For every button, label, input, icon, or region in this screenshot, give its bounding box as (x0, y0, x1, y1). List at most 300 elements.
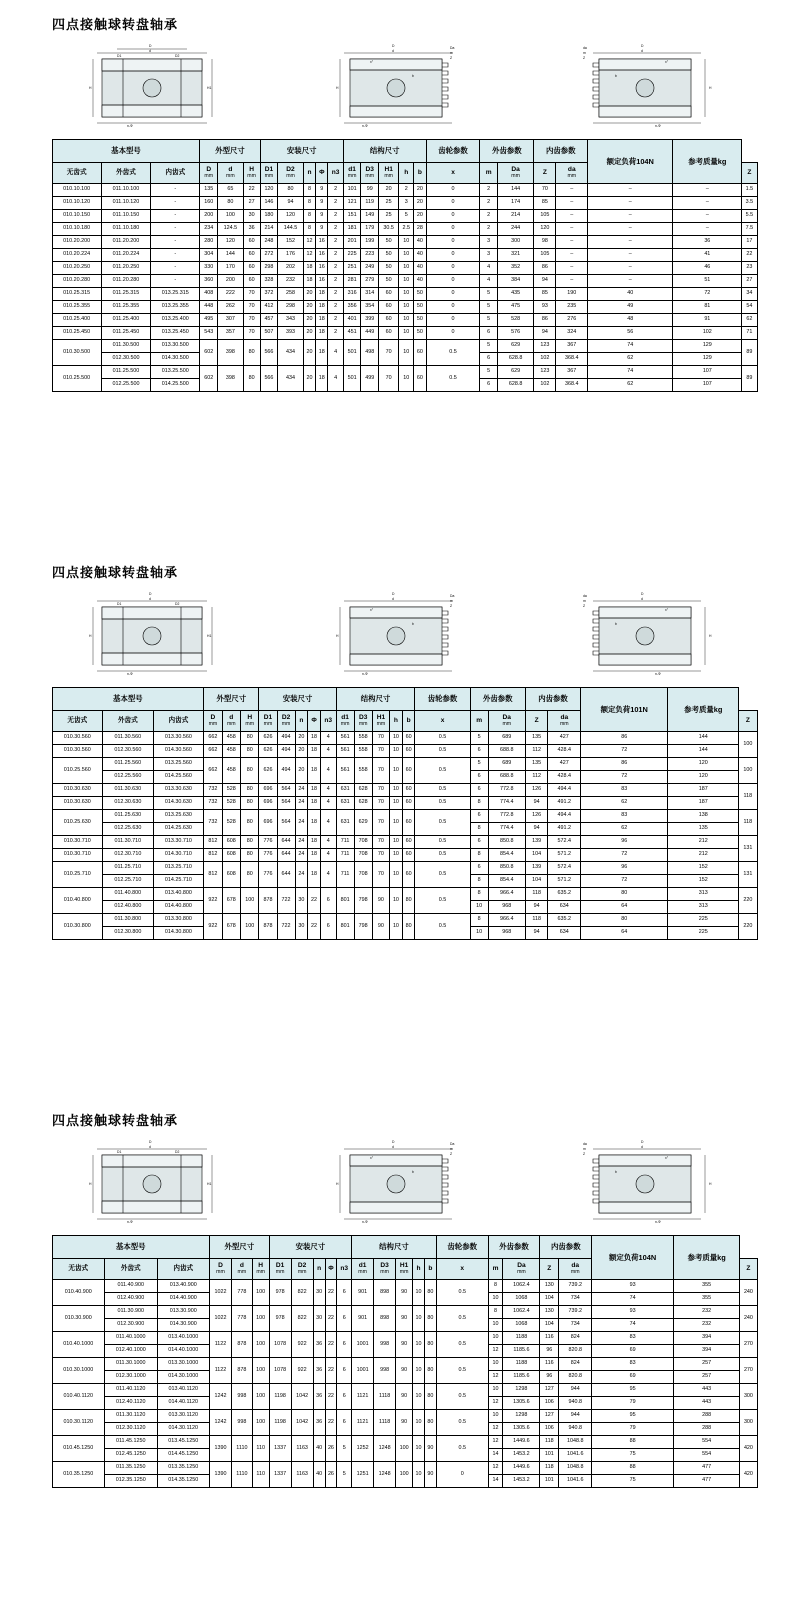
cell-D1: 626 (259, 758, 277, 784)
cell-d: 398 (218, 366, 244, 392)
cell-D3: 249 (361, 262, 379, 275)
cell-D3: 798 (354, 888, 372, 914)
svg-text:H: H (88, 634, 91, 638)
svg-text:m: m (582, 51, 586, 55)
cell-load: 355 (673, 1280, 739, 1293)
col-n: n (313, 1259, 325, 1280)
cell-model-external: 011.20.250 (101, 262, 150, 275)
svg-text:da: da (582, 1142, 587, 1146)
cell-d1: 1251 (352, 1462, 374, 1488)
cell-D: 160 (200, 197, 218, 210)
cell-m: 12 (488, 1397, 503, 1410)
cell-H: 60 (243, 249, 260, 262)
col-n3: n3 (328, 163, 343, 184)
cell-Da: 321 (497, 249, 534, 262)
cell-D3: 629 (354, 810, 372, 836)
cell-Z-int: 56 (588, 327, 673, 340)
svg-text:n-Φ: n-Φ (361, 124, 368, 128)
col-H1: H1 mm (396, 1259, 413, 1280)
cell-H1: 90 (396, 1410, 413, 1436)
cell-Z-int: – (588, 236, 673, 249)
cell-D2: 94 (278, 197, 304, 210)
cell-da: – (556, 275, 588, 288)
cell-b: 50 (414, 314, 426, 327)
cell-d: 124.5 (218, 223, 244, 236)
cell-b: 80 (424, 1332, 436, 1358)
cell-model-toothless: 010.40.1000 (52, 1332, 105, 1358)
cell-b: 40 (414, 236, 426, 249)
cell-D1: 776 (259, 862, 277, 888)
cell-x: 0.5 (426, 366, 480, 392)
cell-m: 6 (480, 379, 497, 392)
cell-D2: 232 (278, 275, 304, 288)
cell-d1: 901 (352, 1280, 374, 1306)
cell-x: 0.5 (415, 862, 470, 888)
cell-n: 24 (295, 784, 308, 797)
cell-phi: 26 (325, 1436, 337, 1462)
cell-Z-ext: 86 (534, 262, 556, 275)
cell-Z-int: 72 (581, 771, 668, 784)
col-D1: D1 mm (259, 711, 277, 732)
cell-d1: 501 (343, 366, 361, 392)
cell-b: 60 (402, 810, 415, 836)
cell-b: 60 (414, 340, 426, 366)
col-x: x (436, 1259, 488, 1280)
group-mount-dims: 安装尺寸 (260, 140, 343, 163)
table-head (52, 1236, 757, 1280)
cell-model-external: 011.30.560 (103, 732, 154, 745)
cell-Da: 1062.4 (503, 1280, 540, 1293)
cell-da: 572.4 (548, 836, 581, 849)
cell-D1: 776 (259, 849, 277, 862)
cell-D3: 708 (354, 849, 372, 862)
cell-n: 36 (313, 1332, 325, 1358)
cell-n3: 4 (320, 758, 336, 784)
cell-n: 36 (313, 1384, 325, 1410)
cell-Da: 1188 (503, 1358, 540, 1371)
cell-model-toothless: 010.35.1250 (52, 1462, 105, 1488)
col-D2: D2 mm (278, 163, 304, 184)
cell-da: 190 (556, 288, 588, 301)
cell-d: 357 (218, 327, 244, 340)
cell-mass: 220 (739, 914, 757, 940)
cell-b: 80 (424, 1384, 436, 1410)
cell-model-external: 011.35.1250 (105, 1462, 158, 1475)
cell-D1: 1198 (269, 1384, 291, 1410)
svg-text:m: m (449, 51, 453, 55)
cell-h: 10 (399, 366, 414, 392)
cell-n3: 5 (337, 1462, 352, 1488)
svg-text:D: D (148, 1140, 151, 1144)
cell-model-internal: 014.35.1250 (157, 1475, 210, 1488)
cell-da: – (556, 223, 588, 236)
table-head (52, 688, 757, 732)
cell-da: 824 (559, 1358, 592, 1371)
cell-x: 0 (426, 301, 480, 314)
group-ext-gear: 外齿参数 (470, 688, 525, 711)
cell-b: 20 (414, 184, 426, 197)
cell-Z-int: 72 (581, 849, 668, 862)
cell-D2: 644 (277, 849, 295, 862)
cell-model-toothless: 010.40.900 (52, 1280, 105, 1306)
cell-load: 257 (673, 1371, 739, 1384)
cell-d1: 1121 (352, 1410, 374, 1436)
cell-model-external: 012.25.560 (103, 771, 154, 784)
cell-n3: 6 (320, 888, 336, 914)
table-row (52, 314, 757, 327)
cell-H1: 60 (379, 314, 399, 327)
cell-model-internal: 013.30.800 (153, 914, 204, 927)
diagram-toothless (57, 589, 267, 679)
cell-Da: 475 (497, 301, 534, 314)
cell-H1: 90 (396, 1306, 413, 1332)
svg-text:n-Φ: n-Φ (654, 672, 661, 676)
cell-n: 30 (295, 914, 308, 940)
cell-H: 100 (252, 1332, 269, 1358)
cell-D: 1022 (210, 1280, 232, 1306)
cell-D1: 696 (259, 810, 277, 836)
cell-h: 10 (390, 732, 403, 745)
table-body-2 (52, 732, 757, 940)
cell-D2: 564 (277, 784, 295, 797)
cell-load: 107 (673, 379, 742, 392)
cell-H: 70 (243, 301, 260, 314)
cell-model-toothless: 010.30.1120 (52, 1410, 105, 1436)
cell-d: 998 (232, 1410, 253, 1436)
cell-model-external: 011.30.900 (105, 1306, 158, 1319)
svg-text:H: H (88, 1182, 91, 1186)
cell-mass: 100 (739, 732, 757, 758)
cell-D: 732 (204, 784, 222, 797)
cell-H1: 70 (372, 797, 389, 810)
table-row (52, 784, 757, 797)
cell-b: 60 (414, 366, 426, 392)
cell-n: 24 (295, 849, 308, 862)
table-row (52, 1410, 757, 1423)
col-H: H mm (243, 163, 260, 184)
col-Z-int: Z (742, 163, 757, 184)
cell-H: 22 (243, 184, 260, 197)
cell-D2: 258 (278, 288, 304, 301)
cell-d1: 561 (336, 745, 354, 758)
cell-d: 200 (218, 275, 244, 288)
cell-D: 304 (200, 249, 218, 262)
svg-text:D: D (391, 1140, 394, 1144)
cell-D1: 1078 (269, 1358, 291, 1384)
svg-text:D: D (640, 592, 643, 596)
col-d1: d1 mm (352, 1259, 374, 1280)
cell-D2: 722 (277, 888, 295, 914)
cell-da: 1048.8 (559, 1436, 592, 1449)
table-row (52, 849, 757, 862)
cell-n: 30 (295, 888, 308, 914)
cell-h: 10 (399, 340, 414, 366)
cell-Da: 628.8 (497, 353, 534, 366)
cell-D2: 202 (278, 262, 304, 275)
col-b: b (402, 711, 415, 732)
cell-d: 458 (222, 758, 240, 784)
table-head (52, 140, 757, 184)
cell-D3: 199 (361, 236, 379, 249)
cell-phi: 22 (308, 888, 321, 914)
cell-phi: 26 (325, 1462, 337, 1488)
cell-Z-ext: 94 (534, 275, 556, 288)
cell-load: 225 (668, 927, 739, 940)
cell-Z-int: 96 (581, 836, 668, 849)
cell-d: 878 (232, 1332, 253, 1358)
cell-Da: 1068 (503, 1319, 540, 1332)
cell-d1: 401 (343, 314, 361, 327)
cell-D2: 152 (278, 236, 304, 249)
cell-n3: 4 (320, 784, 336, 797)
cell-model-toothless: 010.25.710 (52, 862, 103, 888)
cell-load: 232 (673, 1319, 739, 1332)
cell-m: 6 (480, 353, 497, 366)
table-body-1 (52, 184, 757, 392)
cell-mass: 22 (742, 249, 757, 262)
cell-mass: 3.5 (742, 197, 757, 210)
cell-d1: 451 (343, 327, 361, 340)
cell-phi: 18 (308, 797, 321, 810)
cell-phi: 18 (316, 288, 328, 301)
cell-n3: 2 (328, 249, 343, 262)
cell-load: 212 (668, 836, 739, 849)
cell-Z-ext: 105 (534, 210, 556, 223)
group-mass: 参考质量kg (668, 688, 739, 732)
cell-model-toothless: 010.25.630 (52, 810, 103, 836)
cell-n3: 6 (337, 1280, 352, 1306)
cell-model-toothless: 010.30.710 (52, 836, 103, 849)
cell-n: 24 (295, 810, 308, 836)
table-row (52, 236, 757, 249)
cell-da: 571.2 (548, 875, 581, 888)
cell-m: 2 (480, 210, 497, 223)
cell-Z-ext: 135 (525, 758, 548, 771)
cell-H1: 20 (379, 184, 399, 197)
cell-b: 60 (402, 745, 415, 758)
cell-H: 70 (243, 288, 260, 301)
cell-D1: 978 (269, 1280, 291, 1306)
cell-model-internal: 014.25.630 (153, 823, 204, 836)
table-row (52, 275, 757, 288)
cell-model-external: 012.30.560 (103, 745, 154, 758)
cell-n3: 2 (328, 223, 343, 236)
cell-m: 4 (480, 262, 497, 275)
svg-text:H: H (335, 634, 338, 638)
cell-h: 10 (390, 745, 403, 758)
cell-h: 10 (413, 1410, 425, 1436)
cell-da: 368.4 (556, 353, 588, 366)
col-Da: Da mm (503, 1259, 540, 1280)
cell-model-toothless: 010.20.200 (52, 236, 101, 249)
cell-Da: 968 (488, 901, 525, 914)
cell-d1: 1001 (352, 1332, 374, 1358)
cell-Da: 968 (488, 927, 525, 940)
cell-D3: 628 (354, 784, 372, 797)
cell-d1: 101 (343, 184, 361, 197)
cell-Z-int: 83 (592, 1358, 674, 1371)
diagram-external-gear (300, 589, 510, 679)
cell-x: 0 (426, 327, 480, 340)
cell-n3: 6 (337, 1332, 352, 1358)
svg-text:Z: Z (449, 56, 452, 60)
cell-H1: 70 (379, 366, 399, 392)
cell-D3: 354 (361, 301, 379, 314)
cell-m: 5 (480, 314, 497, 327)
group-mass: 参考质量kg (673, 1236, 739, 1280)
cell-Z-int: 95 (592, 1410, 674, 1423)
cell-load: 257 (673, 1358, 739, 1371)
cell-m: 10 (488, 1384, 503, 1397)
cell-phi: 18 (316, 301, 328, 314)
cell-model-external: 011.25.630 (103, 810, 154, 823)
cell-H: 100 (241, 888, 259, 914)
cell-mass: 62 (742, 314, 757, 327)
cell-D3: 708 (354, 862, 372, 888)
diagram-row (0, 587, 809, 687)
cell-Z-ext: 94 (525, 901, 548, 914)
cell-n3: 4 (320, 836, 336, 849)
cell-x: 0 (426, 262, 480, 275)
cell-n3: 6 (337, 1306, 352, 1332)
cell-D3: 149 (361, 210, 379, 223)
svg-text:D2: D2 (174, 54, 179, 58)
col-toothless: 无齿式 (52, 711, 103, 732)
spacer-2 (0, 946, 809, 1096)
table-row (52, 210, 757, 223)
cell-load: – (673, 184, 742, 197)
svg-text:m: m (582, 1147, 586, 1151)
cell-load: 313 (668, 901, 739, 914)
cell-D2: 434 (278, 340, 304, 366)
svg-text:D2: D2 (174, 602, 179, 606)
cell-x: 0.5 (436, 1280, 488, 1306)
cell-phi: 22 (325, 1280, 337, 1306)
diagram-external-gear (300, 1137, 510, 1227)
svg-text:Z: Z (582, 1152, 585, 1156)
cell-Da: 1188 (503, 1332, 540, 1345)
cell-da: 367 (556, 366, 588, 379)
group-struct-dims: 结构尺寸 (352, 1236, 437, 1259)
header-row-groups (52, 140, 757, 163)
cell-m: 8 (470, 849, 488, 862)
cell-x: 0 (426, 210, 480, 223)
col-d1: d1 mm (343, 163, 361, 184)
cell-m: 8 (470, 888, 488, 901)
cell-d1: 631 (336, 784, 354, 797)
diagram-toothless (57, 1137, 267, 1227)
cell-model-internal: 013.30.630 (153, 784, 204, 797)
cell-da: 235 (556, 301, 588, 314)
cell-model-internal: - (151, 249, 200, 262)
cell-d: 120 (218, 236, 244, 249)
cell-model-toothless: 010.45.1250 (52, 1436, 105, 1462)
cell-D3: 279 (361, 275, 379, 288)
cell-mass: 17 (742, 236, 757, 249)
cell-H1: 70 (372, 745, 389, 758)
cell-d: 65 (218, 184, 244, 197)
svg-text:d: d (148, 49, 151, 53)
cell-H: 27 (243, 197, 260, 210)
cell-d1: 1001 (352, 1358, 374, 1384)
cell-H: 80 (241, 784, 259, 797)
cell-D2: 1042 (291, 1384, 313, 1410)
svg-text:n-Φ: n-Φ (361, 672, 368, 676)
cell-H1: 90 (372, 914, 389, 940)
cell-phi: 22 (325, 1384, 337, 1410)
cell-D1: 696 (259, 797, 277, 810)
cell-model-internal: 014.40.800 (153, 901, 204, 914)
cell-Z-int: 64 (581, 901, 668, 914)
cell-x: 0.5 (415, 745, 470, 758)
cell-Z-int: – (588, 223, 673, 236)
cell-D1: 457 (260, 314, 278, 327)
group-load: 额定负荷104N (588, 140, 673, 184)
table-row (52, 836, 757, 849)
cell-Z-int: – (588, 275, 673, 288)
cell-D2: 343 (278, 314, 304, 327)
cell-H: 60 (243, 275, 260, 288)
cell-m: 14 (488, 1475, 503, 1488)
cell-Da: 774.4 (488, 823, 525, 836)
col-Z-ext: Z (525, 711, 548, 732)
cell-H1: 90 (372, 888, 389, 914)
cell-Z-int: – (588, 184, 673, 197)
svg-text:D: D (640, 1140, 643, 1144)
cell-Z-ext: 127 (540, 1384, 559, 1397)
table-row (52, 888, 757, 901)
cell-da: 634 (548, 901, 581, 914)
cell-D3: 99 (361, 184, 379, 197)
cell-b: 80 (402, 914, 415, 940)
cell-model-internal: - (151, 223, 200, 236)
cell-D: 1022 (210, 1306, 232, 1332)
cell-phi: 22 (308, 914, 321, 940)
group-mount-dims: 安装尺寸 (269, 1236, 351, 1259)
col-internal: 内齿式 (157, 1259, 210, 1280)
cell-phi: 22 (325, 1358, 337, 1384)
svg-text:H1: H1 (206, 86, 211, 90)
cell-Z-int: 75 (592, 1475, 674, 1488)
table-row (52, 184, 757, 197)
cell-mass: 220 (739, 888, 757, 914)
cell-Z-int: 83 (581, 784, 668, 797)
cell-model-external: 012.25.630 (103, 823, 154, 836)
cell-d1: 801 (336, 888, 354, 914)
cell-D2: 494 (277, 745, 295, 758)
col-da: da mm (548, 711, 581, 732)
cell-Z-int: 62 (588, 353, 673, 366)
cell-m: 10 (488, 1358, 503, 1371)
cell-h: 10 (390, 862, 403, 888)
col-d: d mm (222, 711, 240, 732)
col-h: h (399, 163, 414, 184)
cell-b: 80 (424, 1410, 436, 1436)
cell-H: 100 (252, 1306, 269, 1332)
cell-da: 491.2 (548, 797, 581, 810)
cell-Da: 300 (497, 236, 534, 249)
cell-model-external: 011.25.560 (103, 758, 154, 771)
cell-D1: 1198 (269, 1410, 291, 1436)
cell-Z-ext: 112 (525, 745, 548, 758)
cell-D3: 449 (361, 327, 379, 340)
group-outer-dims: 外型尺寸 (200, 140, 260, 163)
cell-D3: 898 (374, 1280, 396, 1306)
svg-text:Z: Z (449, 1152, 452, 1156)
cell-n3: 2 (328, 288, 343, 301)
col-H: H mm (252, 1259, 269, 1280)
cell-D: 732 (204, 810, 222, 836)
